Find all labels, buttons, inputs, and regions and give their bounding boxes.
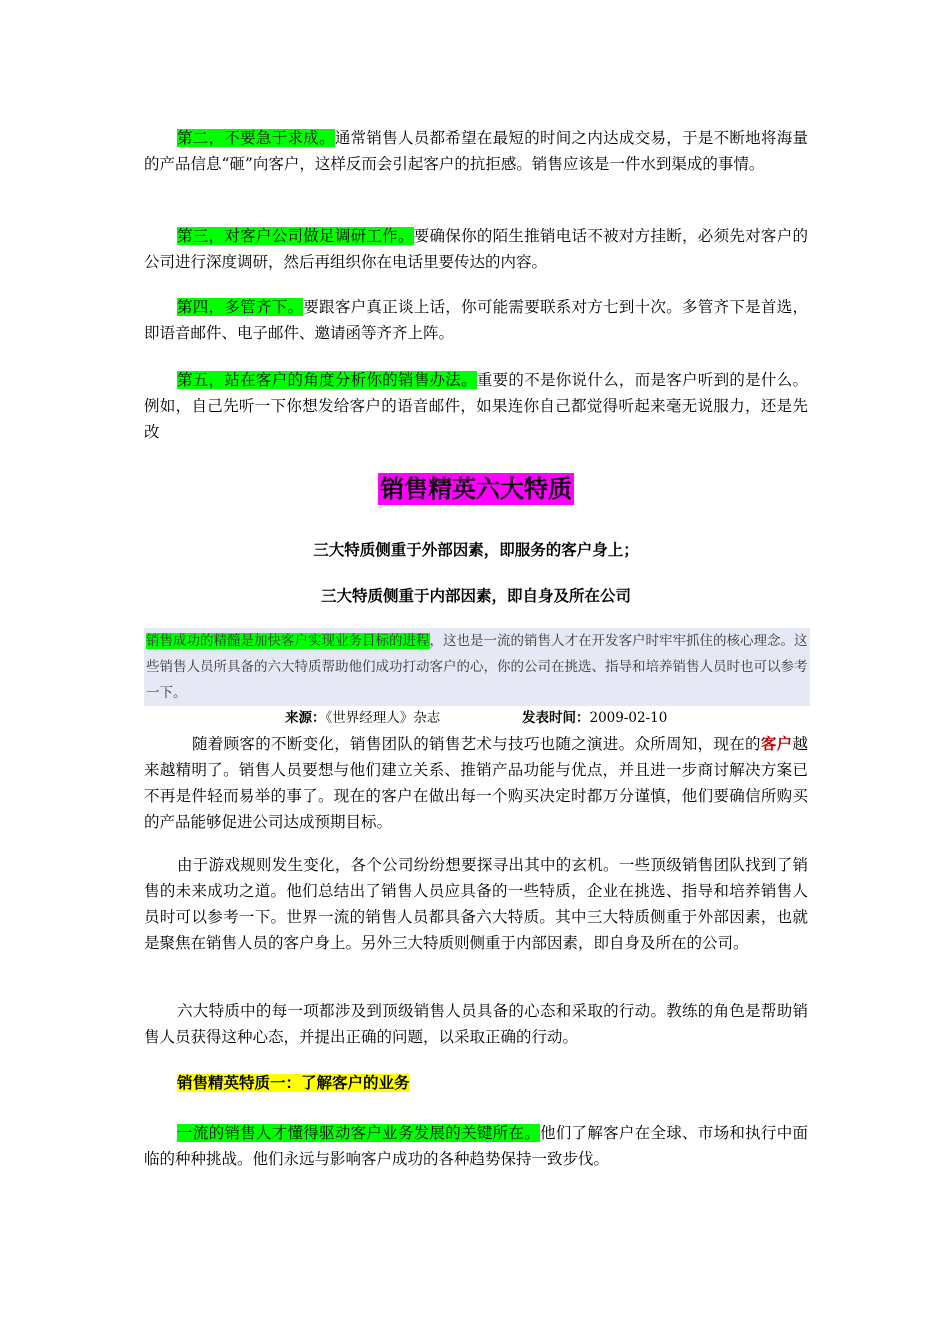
body-paragraph-1: 随着顾客的不断变化，销售团队的销售艺术与技巧也随之演进。众所周知，现在的客户越来越精明了。销售人员要想与他们建立关系、推销产品功能与优点，并且进一步商讨解决方案已不再是件轻而易举的事了。现在的客户在做出每一个购买决定时都万分谨慎，他们要确信所购买的产品能够促进公司达成预期目标。	[144, 735, 808, 831]
source-label: 来源：	[285, 710, 326, 726]
point-label-3: 第三，对客户公司做足调研工作。	[177, 227, 414, 245]
trait-1-text: 他们了解客户在全球、市场和执行中面临的种种挑战。他们永远与影响客户成功的各种趋势保持一致步伐。	[144, 1124, 808, 1168]
trait-1-paragraph	[144, 1120, 808, 1172]
point-text-5: 重要的不是你说什么，而是客户听到的是什么。例如，自己先听一下你想发给客户的语音邮件，如果连你自己都觉得听起来毫无说服力，还是先改	[144, 371, 808, 441]
trait-1-highlight: 一流的销售人才懂得驱动客户业务发展的关键所在。	[177, 1124, 540, 1142]
point-text-2: 通常销售人员都希望在最短的时间之内达成交易，于是不断地将海量的产品信息“砸”向客户，这样反而会引起客户的抗拒感。销售应该是一件水到渠成的事情。	[144, 129, 808, 173]
intro-text: ，这也是一流的销售人才在开发客户时牢牢抓住的核心理念。这些销售人员所具备的六大特质帮助他们成功打动客户的心，你的公司在挑选、指导和培养销售人员时也可以参考一下。	[146, 633, 808, 701]
source-value: 《世界经理人》杂志	[325, 710, 441, 726]
trait-1-heading: 销售精英特质一：了解客户的业务	[177, 1074, 410, 1092]
point-text-4: 要跟客户真正谈上话，你可能需要联系对方七到十次。多管齐下是首选，即语音邮件、电子邮件、邀请函等齐齐上阵。	[144, 298, 808, 342]
intro-highlight: 销售成功的精髓是加快客户实现业务目标的进程	[146, 633, 430, 649]
body-paragraph-3: 六大特质中的每一项都涉及到顶级销售人员具备的心态和采取的行动。教练的角色是帮助销售人员获得这种心态，并提出正确的问题，以采取正确的行动。	[144, 1002, 808, 1046]
point-label-4: 第四，多管齐下。	[177, 298, 304, 316]
date-line	[522, 708, 667, 728]
point-paragraph-4	[144, 294, 808, 346]
point-label-2: 第二，不要急于求成。	[177, 129, 335, 147]
section-title: 销售精英六大特质	[380, 475, 572, 503]
point-paragraph-3	[144, 223, 808, 275]
keyword-customer: 客户	[760, 735, 793, 753]
intro-summary-box	[144, 628, 810, 706]
subtitle-internal: 三大特质侧重于内部因素，即自身及所在公司	[320, 587, 631, 605]
point-label-5: 第五，站在客户的角度分析你的销售办法。	[177, 371, 477, 389]
subtitle-external: 三大特质侧重于外部因素，即服务的客户身上；	[313, 541, 639, 559]
body-paragraph-2: 由于游戏规则发生变化，各个公司纷纷想要探寻出其中的玄机。一些顶级销售团队找到了销售的未来成功之道。他们总结出了销售人员应具备的一些特质，企业在挑选、指导和培养销售人员时可以参考一下。世界一流的销售人员都具备六大特质。其中三大特质侧重于外部因素，也就是聚焦在销售人员的客户身上。另外三大特质则侧重于内部因素，即自身及所在的公司。	[144, 856, 808, 952]
point-paragraph-2	[144, 125, 808, 177]
point-text-3: 要确保你的陌生推销电话不被对方挂断，必须先对客户的公司进行深度调研，然后再组织你在电话里要传达的内容。	[144, 227, 808, 271]
date-value: 2009-02-10	[589, 710, 668, 726]
date-label: 发表时间：	[522, 710, 590, 726]
source-line	[285, 708, 440, 728]
point-paragraph-5	[144, 367, 808, 445]
